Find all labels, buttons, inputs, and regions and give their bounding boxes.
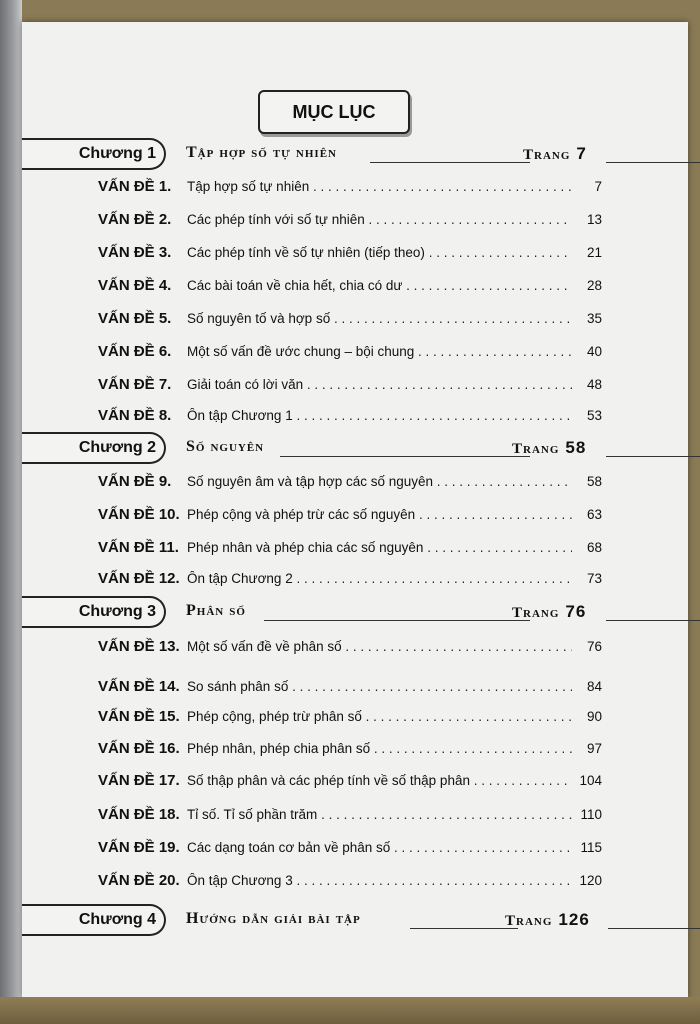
leader-line-tail [608, 928, 700, 929]
list-item [0, 209, 700, 233]
item-page-number: 120 [572, 873, 602, 888]
item-label: VẤN ĐỀ 10. [98, 506, 180, 523]
leader-line [370, 162, 530, 163]
chapter-page-number: 58 [565, 438, 587, 457]
trang-label: Trang [512, 441, 560, 457]
list-item [0, 471, 700, 495]
item-title: Ôn tập Chương 1 . . . [187, 408, 580, 423]
item-page-number: 28 [572, 278, 602, 293]
list-item [0, 275, 700, 299]
chapter-title: Hướng dẫn giải bài tập [186, 910, 361, 927]
item-page-number: 73 [572, 571, 602, 586]
item-page-number: 53 [572, 408, 602, 423]
chapter-page-ref [523, 144, 587, 164]
list-item [0, 837, 700, 861]
leader-line [410, 928, 518, 929]
item-label: VẤN ĐỀ 9. [98, 473, 172, 490]
leader-line [280, 456, 530, 457]
item-label: VẤN ĐỀ 15. [98, 708, 180, 725]
item-page-number: 90 [572, 709, 602, 724]
item-label: VẤN ĐỀ 6. [98, 343, 172, 360]
chapter-tab: Chương 3 [22, 596, 166, 628]
item-page-number: 104 [572, 773, 602, 788]
item-title: Số thập phân và các phép tính về số thập phân . . . [187, 773, 580, 788]
item-label: VẤN ĐỀ 17. [98, 772, 180, 789]
item-page-number: 76 [572, 639, 602, 654]
list-item [0, 537, 700, 561]
leader-line-tail [606, 456, 700, 457]
list-item [0, 504, 700, 528]
chapter-page-ref [505, 910, 590, 930]
chapter-heading-1 [22, 138, 688, 174]
item-label: VẤN ĐỀ 13. [98, 638, 180, 655]
chapter-page-number: 126 [558, 910, 590, 929]
item-page-number: 35 [572, 311, 602, 326]
item-page-number: 58 [572, 474, 602, 489]
item-title: Ôn tập Chương 3 . . . [187, 873, 580, 888]
list-item [0, 308, 700, 332]
trang-label: Trang [523, 147, 571, 163]
list-item [0, 636, 700, 660]
item-page-number: 68 [572, 540, 602, 555]
item-title: Số nguyên tố và hợp số . . . [187, 311, 580, 326]
item-label: VẤN ĐỀ 1. [98, 178, 172, 195]
item-label: VẤN ĐỀ 20. [98, 872, 180, 889]
list-item [0, 374, 700, 398]
item-label: VẤN ĐỀ 11. [98, 539, 179, 556]
chapter-title: Tập hợp số tự nhiên [186, 144, 337, 161]
toc-title: MỤC LỤC [258, 90, 410, 134]
list-item [0, 568, 700, 592]
item-title: Phép nhân và phép chia các số nguyên . . . [187, 540, 580, 555]
chapter-tab: Chương 2 [22, 432, 166, 464]
list-item [0, 341, 700, 365]
item-page-number: 115 [572, 840, 602, 855]
item-page-number: 40 [572, 344, 602, 359]
item-title: Các bài toán về chia hết, chia có dư . . . [187, 278, 580, 293]
trang-label: Trang [512, 605, 560, 621]
desk-surface [0, 997, 700, 1024]
item-page-number: 63 [572, 507, 602, 522]
item-title: Tỉ số. Tỉ số phần trăm . . . [187, 807, 580, 822]
item-title: Các phép tính về số tự nhiên (tiếp theo) . . . [187, 245, 580, 260]
leader-line-tail [606, 620, 700, 621]
item-label: VẤN ĐỀ 16. [98, 740, 180, 757]
list-item [0, 176, 700, 200]
item-title: Giải toán có lời văn . . . [187, 377, 580, 392]
chapter-heading-3 [22, 596, 688, 632]
item-title: Phép cộng và phép trừ các số nguyên . . . [187, 507, 580, 522]
item-title: Một số vấn đề về phân số . . . [187, 639, 580, 654]
item-title: Ôn tập Chương 2 . . . [187, 571, 580, 586]
item-page-number: 13 [572, 212, 602, 227]
item-label: VẤN ĐỀ 18. [98, 806, 180, 823]
item-title: So sánh phân số . . . [187, 679, 580, 694]
item-label: VẤN ĐỀ 2. [98, 211, 172, 228]
list-item [0, 242, 700, 266]
chapter-page-ref [512, 438, 586, 458]
item-label: VẤN ĐỀ 5. [98, 310, 172, 327]
chapter-page-number: 7 [576, 144, 587, 163]
list-item [0, 405, 700, 429]
item-title: Phép nhân, phép chia phân số . . . [187, 741, 580, 756]
list-item [0, 738, 700, 762]
chapter-title: Số nguyên [186, 438, 265, 455]
item-label: VẤN ĐỀ 4. [98, 277, 172, 294]
list-item [0, 676, 700, 700]
list-item [0, 870, 700, 894]
item-title: Một số vấn đề ước chung – bội chung . . . [187, 344, 580, 359]
chapter-heading-2 [22, 432, 688, 468]
chapter-tab: Chương 4 [22, 904, 166, 936]
item-title: Số nguyên âm và tập hợp các số nguyên . . . [187, 474, 580, 489]
item-label: VẤN ĐỀ 3. [98, 244, 172, 261]
item-title: Tập hợp số tự nhiên . . . [187, 179, 580, 194]
item-label: VẤN ĐỀ 7. [98, 376, 172, 393]
list-item [0, 804, 700, 828]
item-page-number: 7 [572, 179, 602, 194]
item-page-number: 84 [572, 679, 602, 694]
chapter-page-number: 76 [565, 602, 587, 621]
trang-label: Trang [505, 913, 553, 929]
chapter-tab: Chương 1 [22, 138, 166, 170]
chapter-page-ref [512, 602, 586, 622]
item-label: VẤN ĐỀ 12. [98, 570, 180, 587]
chapter-title: Phân số [186, 602, 246, 619]
chapter-heading-4 [22, 904, 688, 940]
item-title: Phép cộng, phép trừ phân số . . . [187, 709, 580, 724]
item-label: VẤN ĐỀ 8. [98, 407, 172, 424]
item-title: Các phép tính với số tự nhiên . . . [187, 212, 580, 227]
leader-line [264, 620, 530, 621]
item-page-number: 48 [572, 377, 602, 392]
item-page-number: 97 [572, 741, 602, 756]
item-label: VẤN ĐỀ 14. [98, 678, 180, 695]
item-page-number: 110 [572, 807, 602, 822]
list-item [0, 770, 700, 794]
item-label: VẤN ĐỀ 19. [98, 839, 180, 856]
leader-line-tail [606, 162, 700, 163]
item-page-number: 21 [572, 245, 602, 260]
list-item [0, 706, 700, 730]
item-title: Các dạng toán cơ bản về phân số . . . [187, 840, 580, 855]
